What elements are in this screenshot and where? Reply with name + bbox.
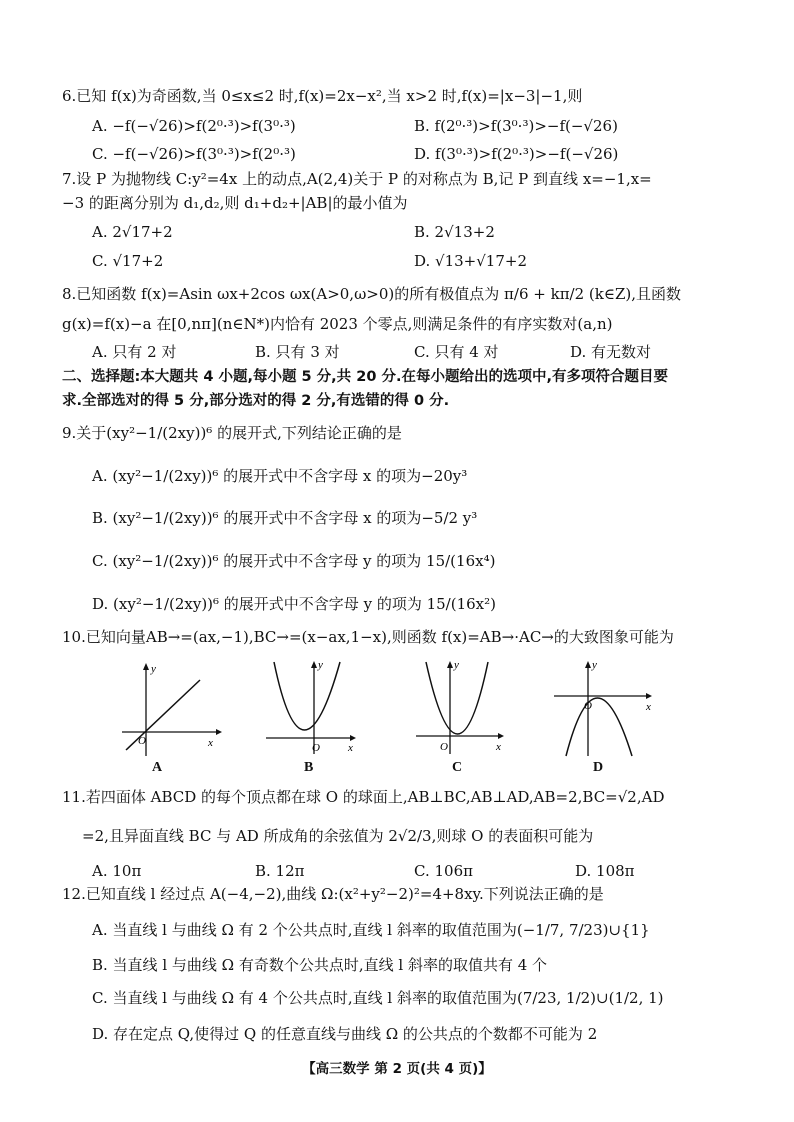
q6-option-d: D. f(3⁰·³)>f(2⁰·³)>−f(−√26): [414, 145, 619, 163]
curve: [274, 662, 340, 730]
q7-option-b: B. 2√13+2: [414, 223, 495, 241]
q8-option-d: D. 有无数对: [570, 343, 652, 361]
q10-stem: 10.已知向量AB→=(ax,−1),BC→=(x−ax,1−x),则函数 f(x)=AB→·AC→的大致图象可能为: [62, 628, 674, 646]
q8-option-a: A. 只有 2 对: [92, 343, 177, 361]
q9-option-a: A. (xy²−1/(2xy))⁶ 的展开式中不含字母 x 的项为−20y³: [92, 467, 468, 485]
q12-option-a: A. 当直线 l 与曲线 Ω 有 2 个公共点时,直线 l 斜率的取值范围为(−1/7, 7/23)∪{1}: [92, 921, 650, 939]
q9-option-c: C. (xy²−1/(2xy))⁶ 的展开式中不含字母 y 的项为 15/(16x⁴): [92, 552, 496, 570]
q11-stem-line1: 11.若四面体 ABCD 的每个顶点都在球 O 的球面上,AB⊥BC,AB⊥AD,AB=2,BC=√2,AD: [62, 788, 665, 806]
q10-label-c: C: [452, 760, 463, 775]
q6-stem: 6.已知 f(x)为奇函数,当 0≤x≤2 时,f(x)=2x−x²,当 x>2 时,f(x)=|x−3|−1,则: [62, 87, 583, 105]
y-axis-arrow: [585, 661, 591, 668]
x-axis-arrow: [350, 735, 356, 741]
x-axis-arrow: [216, 729, 222, 735]
origin-label: O: [584, 700, 592, 712]
q7-option-d: D. √13+√17+2: [414, 252, 527, 270]
q7-stem-line1: 7.设 P 为抛物线 C:y²=4x 上的动点,A(2,4)关于 P 的对称点为 B,记 P 到直线 x=−1,x=: [62, 170, 652, 188]
q8-stem-line2: g(x)=f(x)−a 在[0,nπ](n∈N*)内恰有 2023 个零点,则满足条件的有序实数对(a,n): [62, 315, 613, 333]
q11-option-a: A. 10π: [92, 862, 142, 880]
q6-option-b: B. f(2⁰·³)>f(3⁰·³)>−f(−√26): [414, 117, 618, 135]
q8-option-b: B. 只有 3 对: [255, 343, 340, 361]
q12-option-c: C. 当直线 l 与曲线 Ω 有 4 个公共点时,直线 l 斜率的取值范围为(7/23, 1/2)∪(1/2, 1): [92, 989, 664, 1007]
q10-label-b: B: [304, 760, 314, 775]
q11-option-d: D. 108π: [575, 862, 635, 880]
q10-graph-b: [262, 658, 362, 758]
q10-graph-a: [112, 658, 222, 758]
q7-stem-line2: −3 的距离分别为 d₁,d₂,则 d₁+d₂+|AB|的最小值为: [62, 194, 408, 212]
q12-option-b: B. 当直线 l 与曲线 Ω 有奇数个公共点时,直线 l 斜率的取值共有 4 个: [92, 956, 548, 974]
q10-label-a: A: [152, 760, 163, 775]
q8-option-c: C. 只有 4 对: [414, 343, 499, 361]
y-label: y: [454, 659, 459, 671]
q10-label-d: D: [593, 760, 604, 775]
q9-stem: 9.关于(xy²−1/(2xy))⁶ 的展开式,下列结论正确的是: [62, 424, 402, 442]
q11-option-c: C. 106π: [414, 862, 473, 880]
origin-label: O: [440, 741, 448, 753]
x-axis-arrow: [646, 693, 652, 699]
x-label: x: [208, 737, 213, 749]
section-header-line1: 二、选择题:本大题共 4 小题,每小题 5 分,共 20 分.在每小题给出的选项中,有多项符合题目要: [62, 369, 668, 385]
x-label: x: [348, 742, 353, 754]
q11-stem-line2: =2,且异面直线 BC 与 AD 所成角的余弦值为 2√2/3,则球 O 的表面积可能为: [82, 827, 594, 845]
q12-option-d: D. 存在定点 Q,使得过 Q 的任意直线与曲线 Ω 的公共点的个数都不可能为 2: [92, 1025, 598, 1043]
q9-option-b: B. (xy²−1/(2xy))⁶ 的展开式中不含字母 x 的项为−5/2 y³: [92, 509, 478, 527]
curve: [566, 698, 632, 756]
x-axis-arrow: [498, 733, 504, 739]
q12-stem: 12.已知直线 l 经过点 A(−4,−2),曲线 Ω:(x²+y²−2)²=4+8xy.下列说法正确的是: [62, 885, 604, 903]
section-header-line2: 求.全部选对的得 5 分,部分选对的得 2 分,有选错的得 0 分.: [62, 393, 450, 409]
y-axis-arrow: [447, 661, 453, 668]
page-footer: 【高三数学 第 2 页(共 4 页)】: [302, 1061, 492, 1077]
curve: [426, 662, 488, 734]
q6-option-a: A. −f(−√26)>f(2⁰·³)>f(3⁰·³): [92, 117, 296, 135]
q11-option-b: B. 12π: [255, 862, 305, 880]
q7-option-c: C. √17+2: [92, 252, 164, 270]
x-label: x: [646, 701, 651, 713]
y-axis-arrow: [143, 663, 149, 670]
y-axis-arrow: [311, 661, 317, 668]
q7-option-a: A. 2√17+2: [92, 223, 173, 241]
y-label: y: [151, 663, 156, 675]
x-label: x: [496, 741, 501, 753]
origin-label: O: [312, 742, 320, 754]
q10-graph-c: [412, 658, 512, 758]
q9-option-d: D. (xy²−1/(2xy))⁶ 的展开式中不含字母 y 的项为 15/(16x²): [92, 595, 496, 613]
q6-option-c: C. −f(−√26)>f(3⁰·³)>f(2⁰·³): [92, 145, 296, 163]
origin-label: O: [138, 735, 146, 747]
y-label: y: [592, 659, 597, 671]
q10-graph-d: [550, 658, 660, 758]
q8-stem-line1: 8.已知函数 f(x)=Asin ωx+2cos ωx(A>0,ω>0)的所有极值点为 π/6 + kπ/2 (k∈Z),且函数: [62, 285, 682, 303]
y-label: y: [318, 659, 323, 671]
